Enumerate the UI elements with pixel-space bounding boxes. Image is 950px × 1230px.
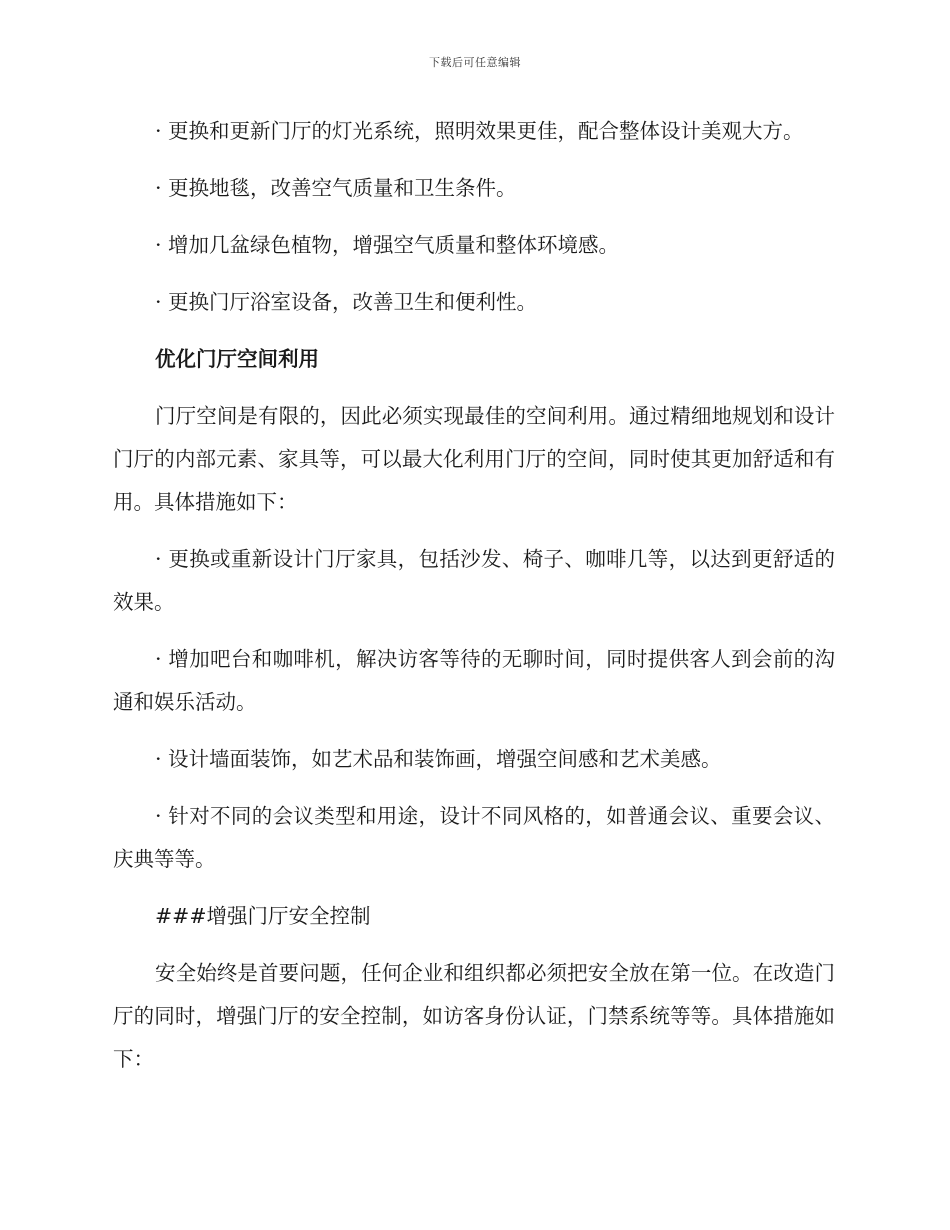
bullet-furniture: · 更换或重新设计门厅家具，包括沙发、椅子、咖啡几等，以达到更舒适的效果。	[113, 547, 835, 614]
bullet-carpet: · 更换地毯，改善空气质量和卫生条件。	[155, 176, 517, 200]
paragraph-space-intro: 门厅空间是有限的，因此必须实现最佳的空间利用。通过精细地规划和设计门厅的内部元素、家具等，可以最大化利用门厅的空间，同时使其更加舒适和有用。具体措施如下：	[113, 404, 835, 514]
paragraph-security-intro: 安全始终是首要问题，任何企业和组织都必须把安全放在第一位。在改造门厅的同时，增强门厅的安全控制，如访客身份认证，门禁系统等等。具体措施如下：	[113, 961, 835, 1071]
bullet-bar: · 增加吧台和咖啡机，解决访客等待的无聊时间，同时提供客人到会前的沟通和娱乐活动。	[113, 647, 835, 714]
bullet-plants: · 增加几盆绿色植物，增强空气质量和整体环境感。	[155, 233, 620, 257]
section-heading-security: ###增强门厅安全控制	[155, 904, 371, 928]
bullet-lighting: · 更换和更新门厅的灯光系统，照明效果更佳，配合整体设计美观大方。	[155, 119, 804, 143]
page-header: 下载后可任意编辑	[429, 56, 521, 69]
bullet-bathroom: · 更换门厅浴室设备，改善卫生和便利性。	[155, 290, 538, 314]
bullet-wall-decor: · 设计墙面装饰，如艺术品和装饰画，增强空间感和艺术美感。	[155, 747, 722, 771]
bullet-meeting-styles: · 针对不同的会议类型和用途，设计不同风格的，如普通会议、重要会议、庆典等等。	[113, 804, 835, 871]
section-heading-space: 优化门厅空间利用	[155, 347, 319, 371]
document-body	[113, 110, 835, 1095]
